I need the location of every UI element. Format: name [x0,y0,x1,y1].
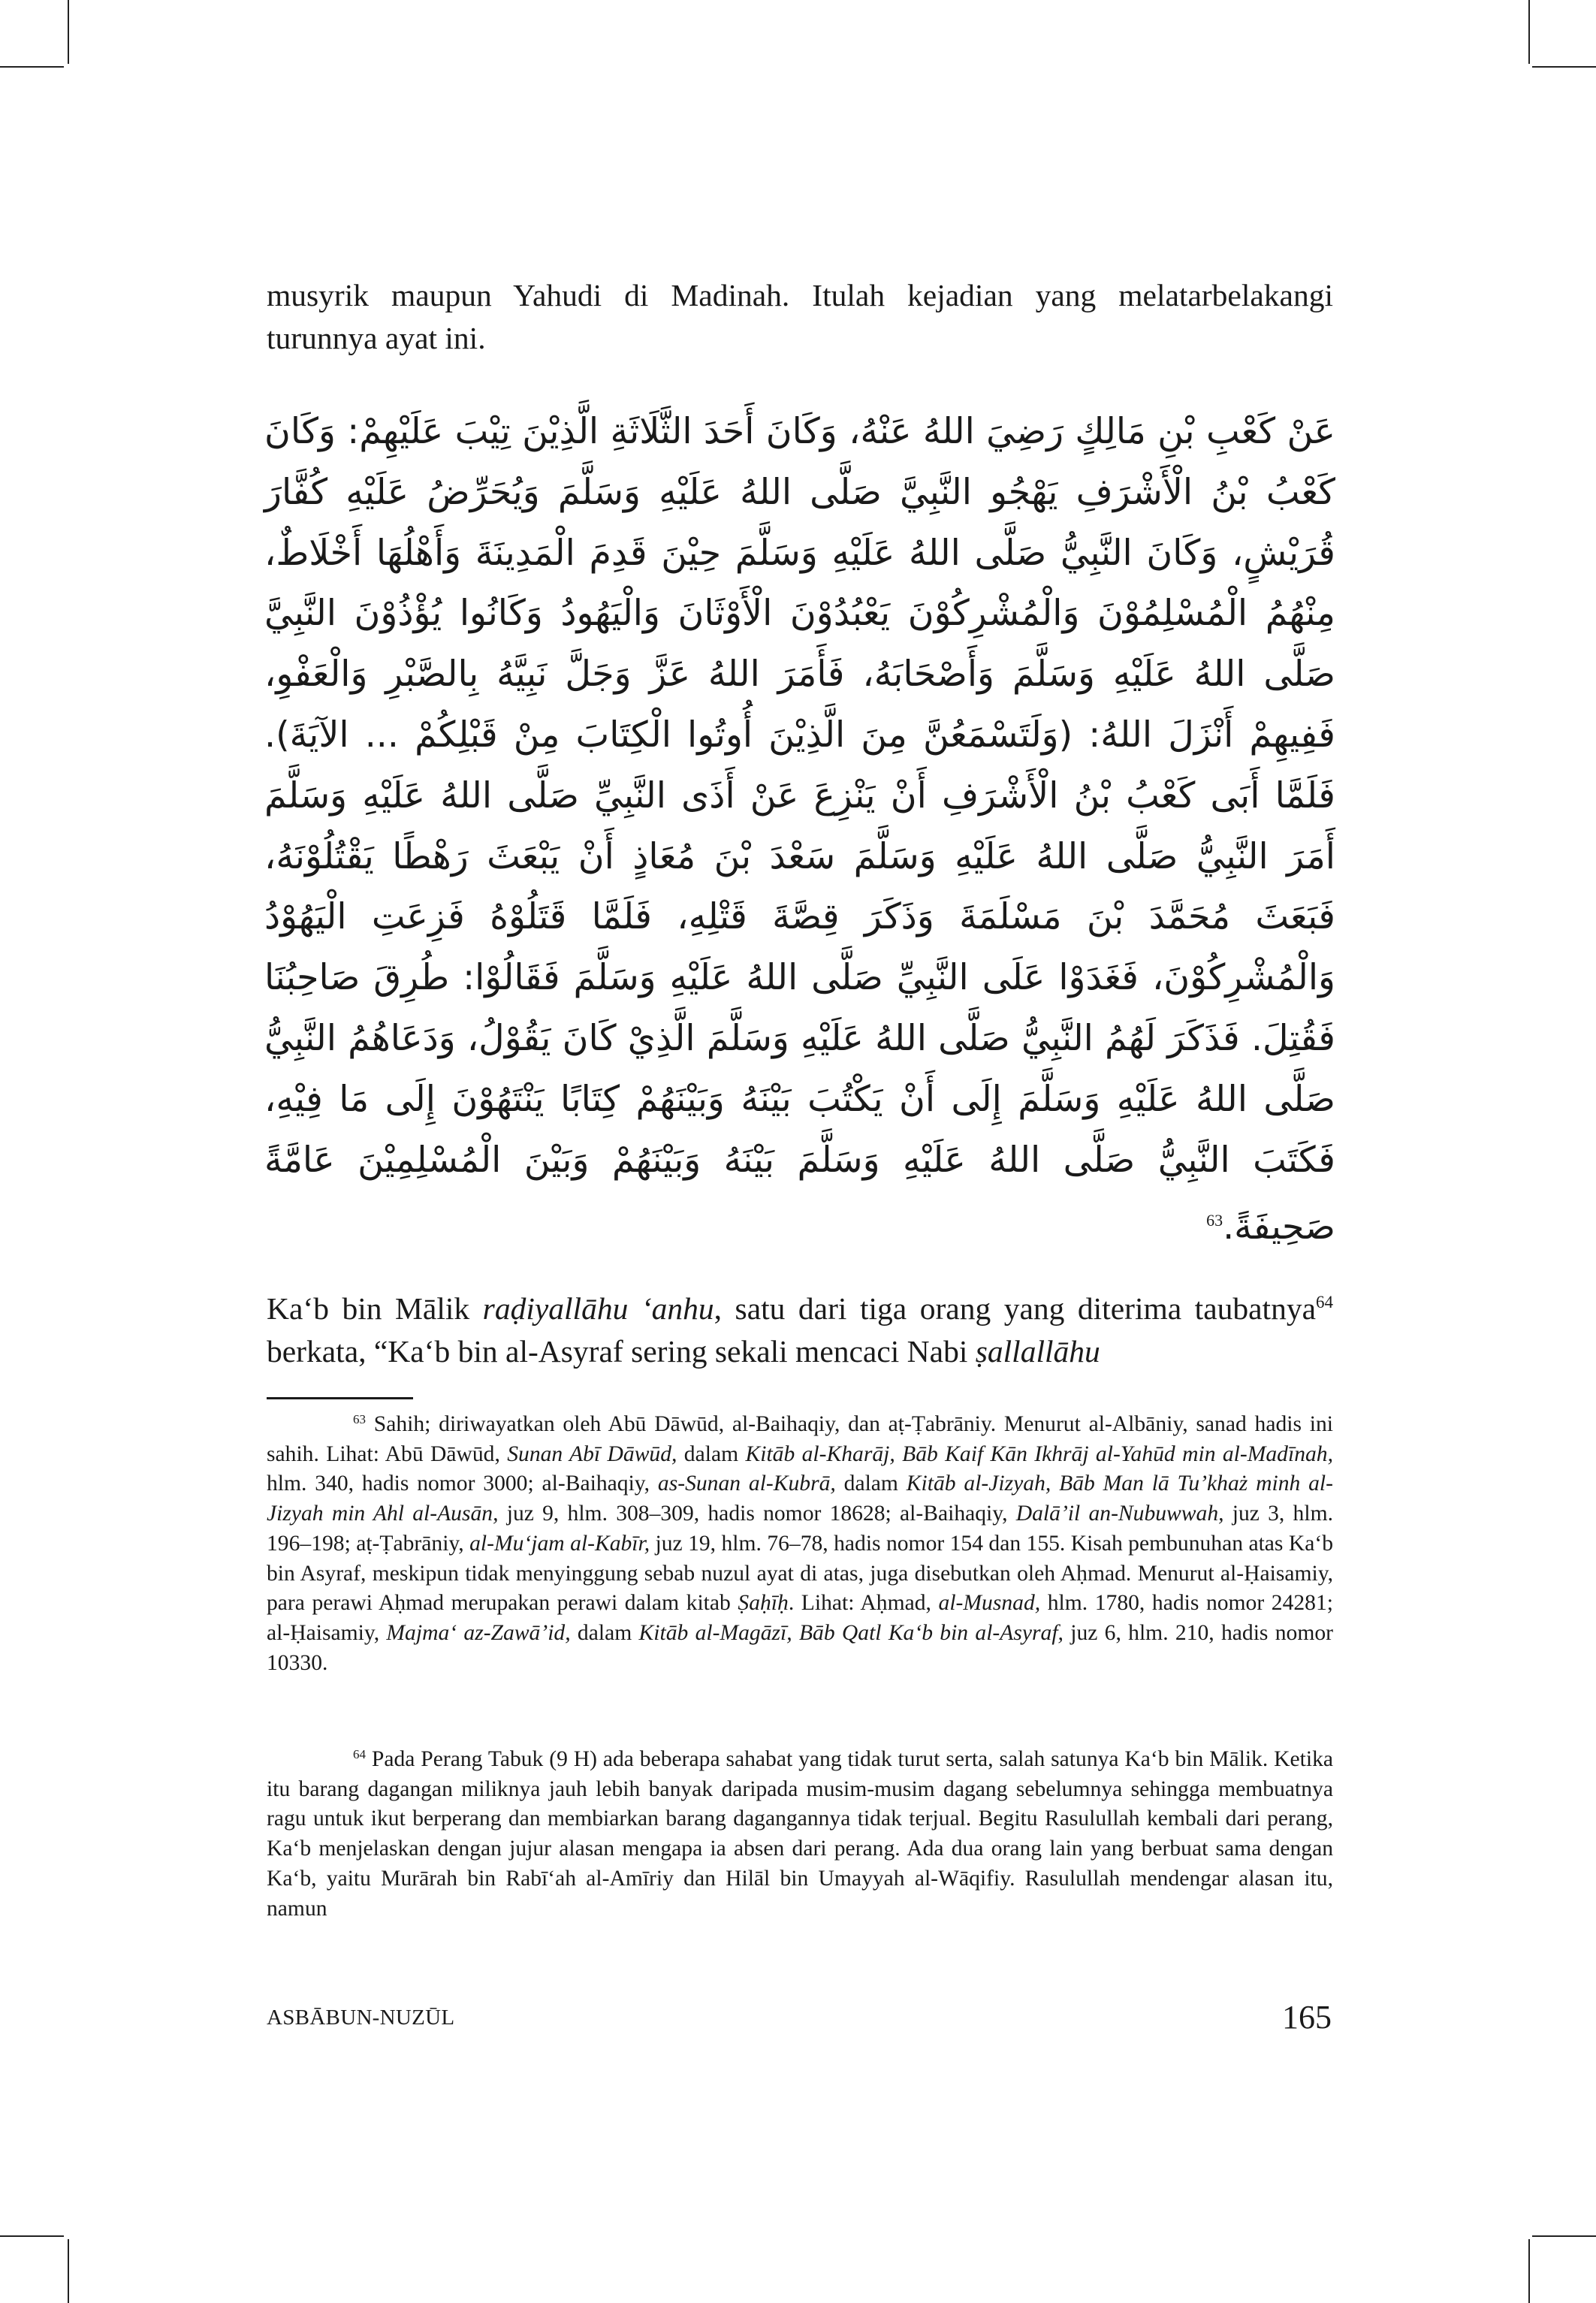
footnote-citation: Ṣaḥīḥ [738,1591,789,1616]
arabic-hadith-text [264,402,1335,1258]
footnote-number: 63 [353,1412,366,1426]
crop-mark-top-left-v [68,0,69,64]
footnote-citation: Kitāb al-Magāzī, Bāb Qatl Kaʻb bin al-Asyraf, [638,1620,1063,1645]
footnote-text: juz 6, hlm. 210, hadis nomor 10330. [267,1620,1333,1675]
footnote-citation: al-Muʻjam al-Kabīr, [469,1531,650,1556]
footnote-text: Pada Perang Tabuk (9 H) ada beberapa sahabat yang tidak turut serta, salah satunya Kaʻb bin Mālik. Ketika itu barang dagangan miliknya jauh lebih banyak daripada musim-musim dagang sebelumnya sehingga membuatnya ragu untuk ikut berperang dan membiarkan barang dagangannya tidak terjual. Begitu Rasulullah kembali dari perang, Kaʻb menjelaskan dengan jujur alasan mengapa ia absen dari perang. Ada dua orang lain yang berbuat sama dengan Kaʻb, yaitu Murārah bin Rabīʻah al-Amīriy dan Hilāl bin Umayyah al-Wāqifiy. Rasulullah mendengar alasan itu, namun [267,1747,1334,1921]
footnote-text: juz 19, hlm. 76–78, hadis nomor 154 dan 155. Kisah pembunuhan atas Kaʻb bin Asyraf, meskipun tidak menyinggung sebab nuzul ayat di atas, juga disebutkan oleh Aḥmad. Menurut al-Ḥaisamiy, para perawi Aḥmad merupakan perawi dalam kitab [267,1531,1334,1616]
footnote-citation: al-Musnad, [938,1591,1041,1616]
footnote-separator [267,1397,413,1399]
footnote-citation: Majmaʻ az-Zawā’id, [386,1620,571,1645]
crop-mark-bottom-right-h [1532,2235,1596,2237]
crop-mark-top-left-h [0,66,64,68]
footnote-text: juz 9, hlm. 308–309, hadis nomor 18628; al-Baihaqiy, [498,1502,1016,1526]
arabic-hadith-body: عَنْ كَعْبِ بْنِ مَالِكٍ رَضِيَ اللهُ عَنْهُ، وَكَانَ أَحَدَ الثَّلَاثَةِ الَّذِيْنَ تِيْبَ عَلَيْهِمْ: وَكَانَ كَعْبُ بْنُ الْأَشْرَفِ يَهْجُو النَّبِيَّ صَلَّى اللهُ عَلَيْهِ وَسَلَّمَ وَيُحَرِّضُ عَلَيْهِ كُفَّارَ قُرَيْشٍ، وَكَانَ النَّبِيُّ صَلَّى اللهُ عَلَيْهِ وَسَلَّمَ حِيْنَ قَدِمَ الْمَدِينَةَ وَأَهْلُهَا أَخْلَاطٌ، مِنْهُمُ الْمُسْلِمُوْنَ وَالْمُشْرِكُوْنَ يَعْبُدُوْنَ الْأَوْثَانَ وَالْيَهُودُ وَكَانُوا يُؤْذُوْنَ النَّبِيَّ صَلَّى اللهُ عَلَيْهِ وَسَلَّمَ وَأَصْحَابَهُ، فَأَمَرَ اللهُ عَزَّ وَجَلَّ نَبِيَّهُ بِالصَّبْرِ وَالْعَفْوِ، فَفِيهِمْ أَنْزَلَ اللهُ: (وَلَتَسْمَعُنَّ مِنَ الَّذِيْنَ أُوتُوا الْكِتَابَ مِنْ قَبْلِكُمْ ... الآيَةَ). فَلَمَّا أَبَى كَعْبُ بْنُ الْأَشْرَفِ أَنْ يَنْزِعَ عَنْ أَذَى النَّبِيِّ صَلَّى اللهُ عَلَيْهِ وَسَلَّمَ أَمَرَ النَّبِيُّ صَلَّى اللهُ عَلَيْهِ وَسَلَّمَ سَعْدَ بْنَ مُعَاذٍ أَنْ يَبْعَثَ رَهْطًا يَقْتُلُوْنَهُ، فَبَعَثَ مُحَمَّدَ بْنَ مَسْلَمَةَ وَذَكَرَ قِصَّةَ قَتْلِهِ، فَلَمَّا قَتَلُوْهُ فَزِعَتِ الْيَهُوْدُ وَالْمُشْرِكُوْنَ، فَغَدَوْا عَلَى النَّبِيِّ صَلَّى اللهُ عَلَيْهِ وَسَلَّمَ فَقَالُوْا: طُرِقَ صَاحِبُنَا فَقُتِلَ. فَذَكَرَ لَهُمُ النَّبِيُّ صَلَّى اللهُ عَلَيْهِ وَسَلَّمَ الَّذِيْ كَانَ يَقُوْلُ، وَدَعَاهُمُ النَّبِيُّ صَلَّى اللهُ عَلَيْهِ وَسَلَّمَ إِلَى أَنْ يَكْتُبَ بَيْنَهُ وَبَيْنَهُمْ كِتَابًا يَنْتَهُوْنَ إِلَى مَا فِيْهِ، فَكَتَبَ النَّبِيُّ صَلَّى اللهُ عَلَيْهِ وَسَلَّمَ بَيْنَهُ وَبَيْنَهُمْ وَبَيْنَ الْمُسْلِمِيْنَ عَامَّةً صَحِيفَةً. [264,411,1335,1248]
footnote-text: dalam [677,1441,746,1466]
footnote-citation: Sunan Abī Dāwūd, [507,1441,677,1466]
footnote-number: 64 [353,1747,366,1761]
footnote-text: . Lihat: Aḥmad, [788,1591,939,1616]
footnote-64 [267,1745,1333,1924]
intro-paragraph: musyrik maupun Yahudi di Madinah. Itulah kejadian yang melatarbelakangi turunnya ayat ini. [267,278,1333,355]
translation-text: berkata, “Kaʻb bin al-Asyraf sering sekali mencaci Nabi [267,1334,976,1369]
running-head: ASBĀBUN-NUZŪL [267,2006,455,2030]
crop-mark-top-right-v [1528,0,1530,64]
footnote-text: dalam [570,1620,639,1645]
footnote-text: Sahih; diriwayatkan oleh Abū Dāwūd, al-Baihaqiy, dan aṭ-Ṭabrāniy. Menurut al-Albāniy, sanad hadis ini sahih. Lihat: Abū Dāwūd, [267,1412,1333,1466]
translation-text: , satu dari tiga orang yang diterima taubatnya [714,1291,1317,1326]
translation-italic: raḍiyallāhu ʻanhu [482,1291,714,1326]
crop-mark-bottom-left-v [68,2239,69,2303]
crop-mark-bottom-right-v [1528,2239,1530,2303]
footnote-citation: as-Sunan al-Kubrā, [657,1471,836,1496]
translation-text: Kaʻb bin Mālik [267,1291,483,1326]
translation-italic: ṣallallāhu [975,1334,1100,1369]
crop-mark-bottom-left-h [0,2235,64,2237]
footnote-marker-64[interactable]: 64 [1316,1293,1334,1311]
arabic-footnote-marker[interactable]: 63 [1206,1211,1223,1230]
footnote-citation: Dalā’il an-Nubuwwah, [1015,1502,1224,1526]
translation-paragraph [267,1287,1333,1373]
footnote-citation: Kitāb al-Jizyah, Bāb Man lā Tu’khaż minh al-Jizyah min Ahl al-Ausān, [267,1471,1333,1526]
footnote-citation: Kitāb al-Kharāj, Bāb Kaif Kān Ikhrāj al-Yahūd min al-Madīnah, [745,1441,1333,1466]
footnote-text: hlm. 1780, hadis nomor 24281; al-Ḥaisamiy, [267,1591,1333,1645]
footnote-text: juz 3, hlm. 196–198; aṭ-Ṭabrāniy, [267,1502,1333,1556]
page-number: 165 [1282,1999,1332,2036]
crop-mark-top-right-h [1532,66,1596,68]
footnote-text: hlm. 340, hadis nomor 3000; al-Baihaqiy, [267,1471,658,1496]
footnote-text: dalam [835,1471,907,1496]
footnote-63 [267,1410,1333,1678]
